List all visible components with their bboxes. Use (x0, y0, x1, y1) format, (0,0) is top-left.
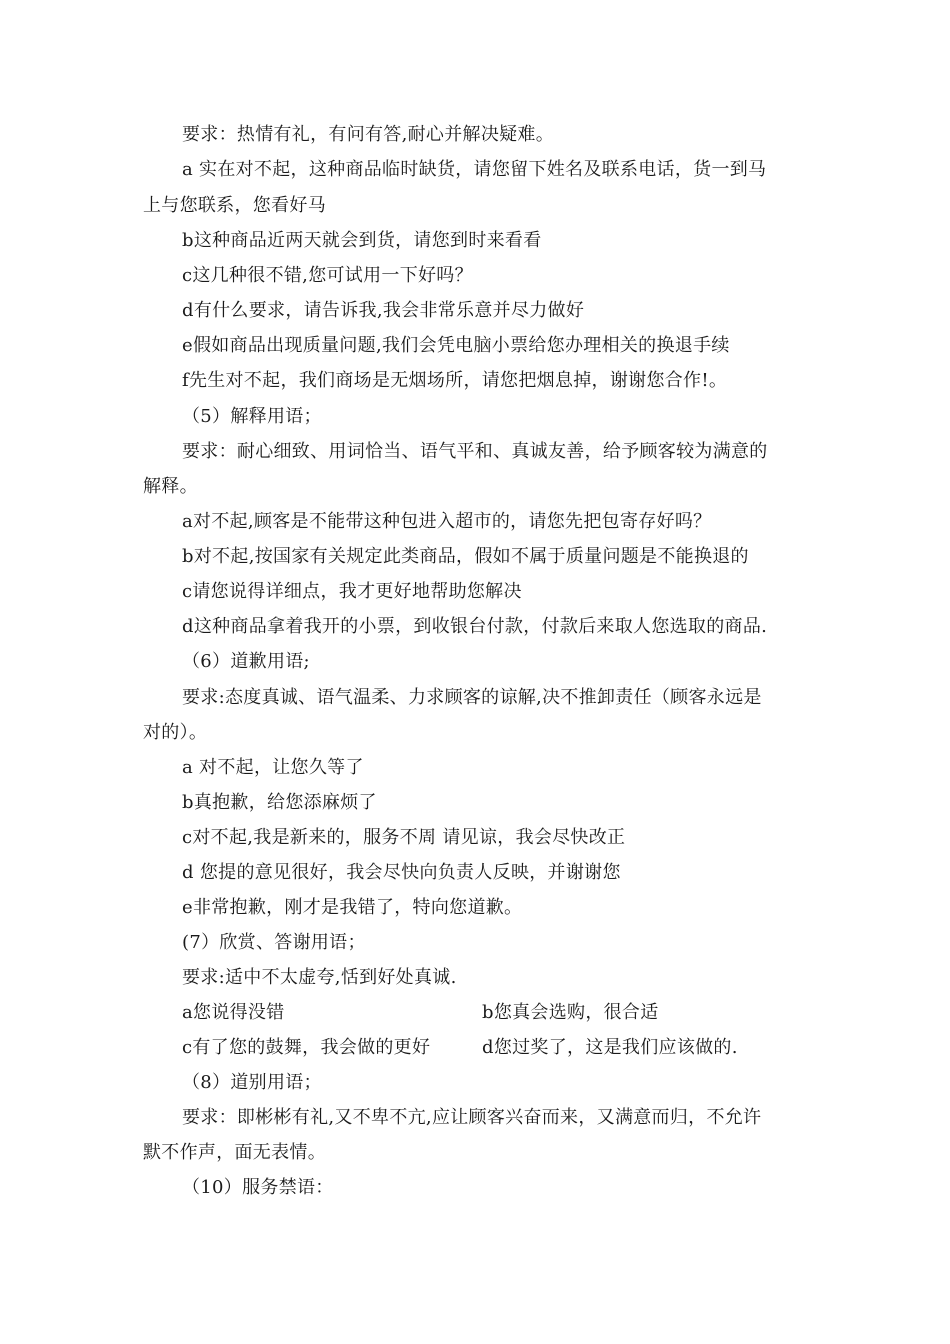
phrase-line: d您过奖了，这是我们应该做的. (482, 1037, 738, 1058)
requirement-continuation-line: 解释。 (143, 476, 198, 497)
phrase-line: b真抱歉，给您添麻烦了 (182, 792, 377, 813)
requirement-line: 要求：即彬彬有礼,又不卑不亢,应让顾客兴奋而来，又满意而归，不允许 (182, 1107, 762, 1128)
section-heading: （5）解释用语； (182, 406, 322, 427)
phrase-line: c这几种很不错,您可试用一下好吗？ (182, 265, 473, 286)
requirement-line: 要求:态度真诚、语气温柔、力求顾客的谅解,决不推卸责任（顾客永远是 (182, 687, 762, 708)
requirement-line: 要求:适中不太虚夸,恬到好处真诚. (182, 967, 457, 988)
phrase-line: d 您提的意见很好，我会尽快向负责人反映，并谢谢您 (182, 862, 621, 883)
phrase-line: c请您说得详细点，我才更好地帮助您解决 (182, 581, 522, 602)
phrase-line: a对不起,顾客是不能带这种包进入超市的，请您先把包寄存好吗？ (182, 511, 712, 532)
section-heading: （6）道歉用语; (182, 651, 310, 672)
section-heading: （8）道别用语； (182, 1072, 322, 1093)
phrase-line: d有什么要求，请告诉我,我会非常乐意并尽力做好 (182, 300, 585, 321)
phrase-line: b对不起,按国家有关规定此类商品，假如不属于质量问题是不能换退的 (182, 546, 749, 567)
phrase-line: e假如商品出现质量问题,我们会凭电脑小票给您办理相关的换退手续 (182, 335, 730, 356)
section-heading: (7）欣赏、答谢用语； (182, 932, 366, 953)
phrase-line: d这种商品拿着我开的小票，到收银台付款，付款后来取人您选取的商品. (182, 616, 768, 637)
phrase-line: a您说得没错 (182, 1002, 285, 1023)
phrase-line: c对不起,我是新来的，服务不周 请见谅，我会尽快改正 (182, 827, 626, 848)
phrase-line: b您真会选购，很合适 (482, 1002, 659, 1023)
requirement-continuation-line: 默不作声，面无表情。 (143, 1142, 326, 1163)
phrase-line: b这种商品近两天就会到货，请您到时来看看 (182, 230, 542, 251)
phrase-line: c有了您的鼓舞，我会做的更好 (182, 1037, 431, 1058)
requirement-continuation-line: 对的）。 (143, 722, 208, 743)
phrase-line: f先生对不起，我们商场是无烟场所，请您把烟息掉，谢谢您合作!。 (182, 370, 728, 391)
section-heading: （10）服务禁语： (182, 1177, 334, 1198)
phrase-continuation-line: 上与您联系，您看好马 (143, 195, 326, 216)
phrase-line: e非常抱歉，刚才是我错了，特向您道歉。 (182, 897, 523, 918)
requirement-line: 要求：热情有礼，有问有答,耐心并解决疑难。 (182, 124, 555, 145)
phrase-line: a 实在对不起，这种商品临时缺货，请您留下姓名及联系电话，货一到马 (182, 159, 767, 180)
requirement-line: 要求：耐心细致、用词恰当、语气平和、真诚友善，给予顾客较为满意的 (182, 441, 768, 462)
phrase-line: a 对不起，让您久等了 (182, 757, 364, 778)
